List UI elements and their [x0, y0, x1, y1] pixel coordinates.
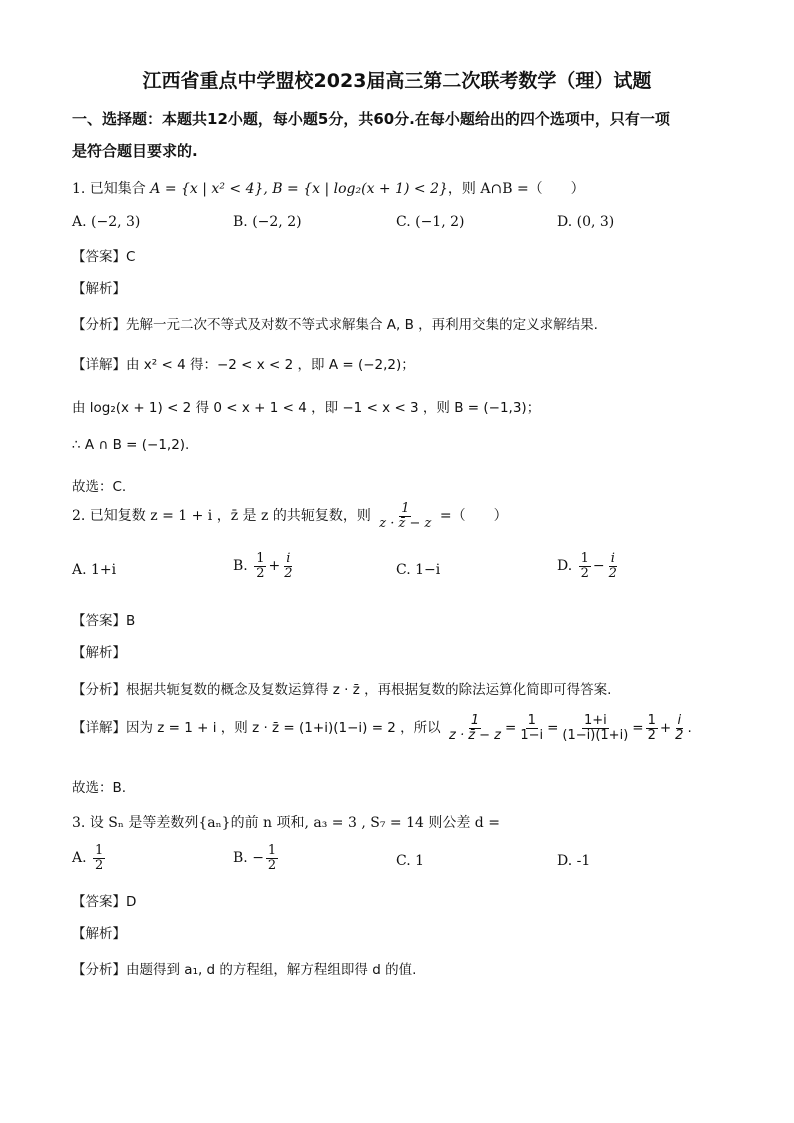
- q2-stem-suffix: =（ ）: [439, 508, 508, 525]
- q3-option-d: D. -1: [557, 853, 591, 869]
- q3-analysis-label: 【解析】: [72, 926, 126, 942]
- q1-set-a: A = {x | x² < 4}: [150, 181, 264, 197]
- q2-analysis-label: 【解析】: [72, 645, 126, 661]
- section-heading-line1: 一、选择题：本题共12小题，每小题5分，共60分.在每小题给出的四个选项中，只有一项: [72, 110, 670, 128]
- q1-option-b: B. (−2, 2): [233, 214, 302, 230]
- q1-conclusion: 故选：C.: [72, 479, 127, 495]
- q2-answer: 【答案】B: [72, 613, 136, 629]
- q2-option-c: C. 1−i: [396, 562, 441, 578]
- q2-stem-fraction: $\frac{1}{z \cdot z̄ - z}$: [379, 501, 432, 531]
- q1-answer: 【答案】C: [72, 249, 136, 265]
- q1-option-d: D. (0, 3): [557, 214, 615, 230]
- q2-stem-prefix: 2. 已知复数 z = 1 + i ，z̄ 是 z 的共轭复数，则: [72, 508, 371, 525]
- q1-detail-3: ∴ A ∩ B = (−1,2).: [72, 437, 190, 453]
- q3-stem: 3. 设 Sₙ 是等差数列{aₙ}的前 n 项和, a₃ = 3 , S₇ = 14 则公差 d =: [72, 815, 500, 831]
- q3-option-c: C. 1: [396, 853, 425, 869]
- q1-option-a: A. (−2, 3): [72, 214, 141, 230]
- q2-detail-prefix: 【详解】因为 z = 1 + i ，则 z · z̄ = (1+i)(1−i) = 2 ，所以: [72, 720, 441, 737]
- q3-fenxi: 【分析】由题得到 a₁, d 的方程组，解方程组即得 d 的值.: [72, 962, 417, 978]
- q1-detail-1: 【详解】由 x² < 4 得：−2 < x < 2 ，即 A = (−2,2)；: [72, 357, 415, 373]
- q2-option-a: A. 1+i: [72, 562, 117, 578]
- section-heading-line2: 是符合题目要求的.: [72, 142, 198, 160]
- q2-fenxi: 【分析】根据共轭复数的概念及复数运算得 z · z̄ ，再根据复数的除法运算化简即可得答案.: [72, 682, 612, 698]
- q2-detail: 【详解】因为 z = 1 + i ，则 z · z̄ = (1+i)(1−i) = 2 ，所以 $\frac{1}{z \cdot z̄ - z}$ = $\frac{1}{1-i}$ = $\frac{1+i}{(1-i)(1+i)}$ = $\frac{1}{2}$ + $\frac{i}{2}$ .: [72, 713, 692, 743]
- q1-option-c: C. (−1, 2): [396, 214, 465, 230]
- q1-detail-2: 由 log₂(x + 1) < 2 得 0 < x + 1 < 4 ，即 −1 < x < 3 ，则 B = (−1,3)；: [72, 400, 541, 416]
- q2-conclusion: 故选：B.: [72, 780, 127, 796]
- q3-option-b: B. − $\frac{1}{2}$: [233, 843, 277, 873]
- q1-stem-prefix: 1. 已知集合: [72, 181, 146, 197]
- page-title: 江西省重点中学盟校2023届高三第二次联考数学（理）试题: [142, 70, 652, 92]
- q1-stem-suffix: ，则 A∩B =（ ）: [447, 181, 585, 197]
- q1-set-b: , B = {x | log₂(x + 1) < 2}: [263, 181, 448, 197]
- q2-stem: [72, 502, 508, 530]
- q2-option-b: B. $\frac{1}{2}$ + $\frac{i}{2}$: [233, 551, 293, 581]
- q2-option-d: D. $\frac{1}{2}$ − $\frac{i}{2}$: [557, 551, 617, 581]
- q3-answer: 【答案】D: [72, 894, 137, 910]
- q1-stem: [72, 178, 585, 198]
- q1-analysis-label: 【解析】: [72, 281, 126, 297]
- q3-option-a: A. $\frac{1}{2}$: [72, 843, 104, 873]
- q1-fenxi: 【分析】先解一元二次不等式及对数不等式求解集合 A, B ，再利用交集的定义求解结果.: [72, 317, 598, 333]
